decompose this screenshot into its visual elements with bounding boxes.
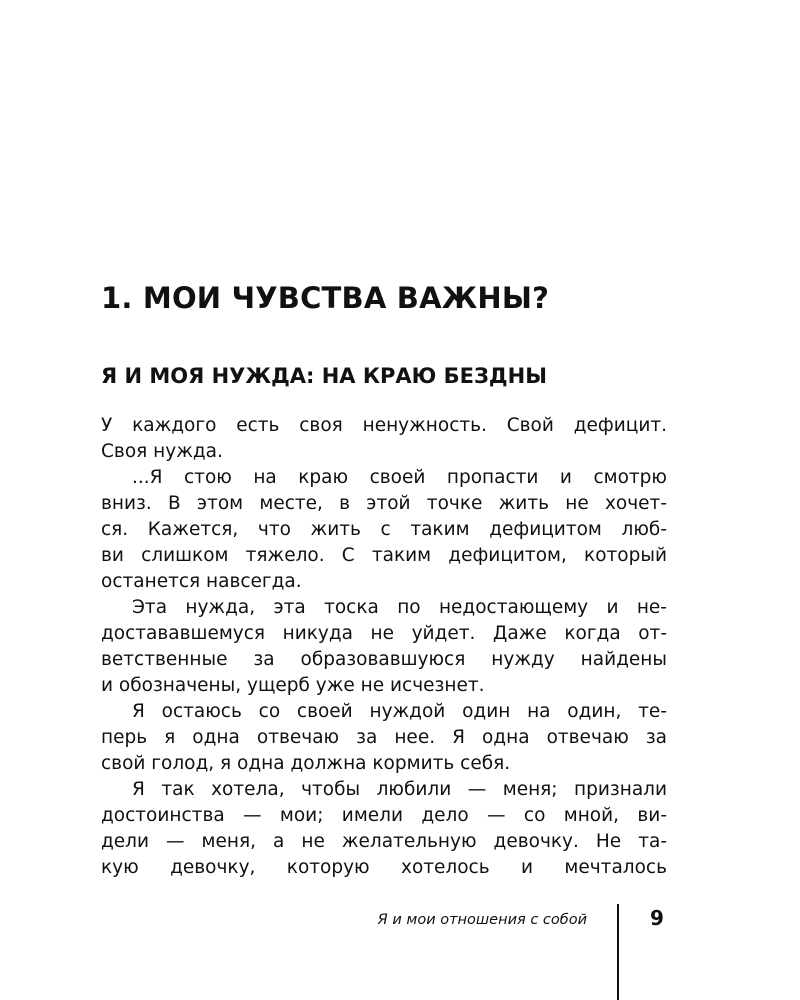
chapter-title: 1. МОИ ЧУВСТВА ВАЖНЫ?: [101, 281, 550, 315]
body-text: [101, 413, 667, 881]
text-line: Эта нужда, эта тоска по недостающему и не-: [132, 597, 667, 618]
text-line: ви слишком тяжело. С таким дефицитом, который: [101, 545, 667, 566]
section-title: Я И МОЯ НУЖДА: НА КРАЮ БЕЗДНЫ: [101, 364, 547, 388]
text-line: останется навсегда.: [101, 571, 302, 592]
text-line: дели — меня, а не желательную девочку. Не та-: [101, 831, 667, 852]
text-line: ...Я стою на краю своей пропасти и смотрю: [132, 467, 667, 488]
text-line: вниз. В этом месте, в этой точке жить не хочет-: [101, 493, 667, 514]
text-line: У каждого есть своя ненужность. Свой дефицит.: [101, 415, 667, 436]
text-line: ся. Кажется, что жить с таким дефицитом люб-: [101, 519, 667, 540]
text-line: достававшемуся никуда не уйдет. Даже когда от-: [101, 623, 667, 644]
running-footer-title: Я и мои отношения с собой: [377, 912, 587, 928]
text-line: Я так хотела, чтобы любили — меня; признали: [132, 779, 667, 800]
text-line: и обозначены, ущерб уже не исчезнет.: [101, 675, 485, 696]
text-line: свой голод, я одна должна кормить себя.: [101, 753, 511, 774]
footer-divider: [617, 904, 619, 1000]
text-line: кую девочку, которую хотелось и мечталось: [101, 857, 667, 878]
text-line: ветственные за образовавшуюся нужду найдены: [101, 649, 667, 670]
text-line: достоинства — мои; имели дело — со мной, ви-: [101, 805, 667, 826]
text-line: перь я одна отвечаю за нее. Я одна отвечаю за: [101, 727, 667, 748]
page-number: 9: [650, 906, 664, 930]
text-line: Своя нужда.: [101, 441, 223, 462]
text-line: Я остаюсь со своей нуждой один на один, те-: [132, 701, 667, 722]
